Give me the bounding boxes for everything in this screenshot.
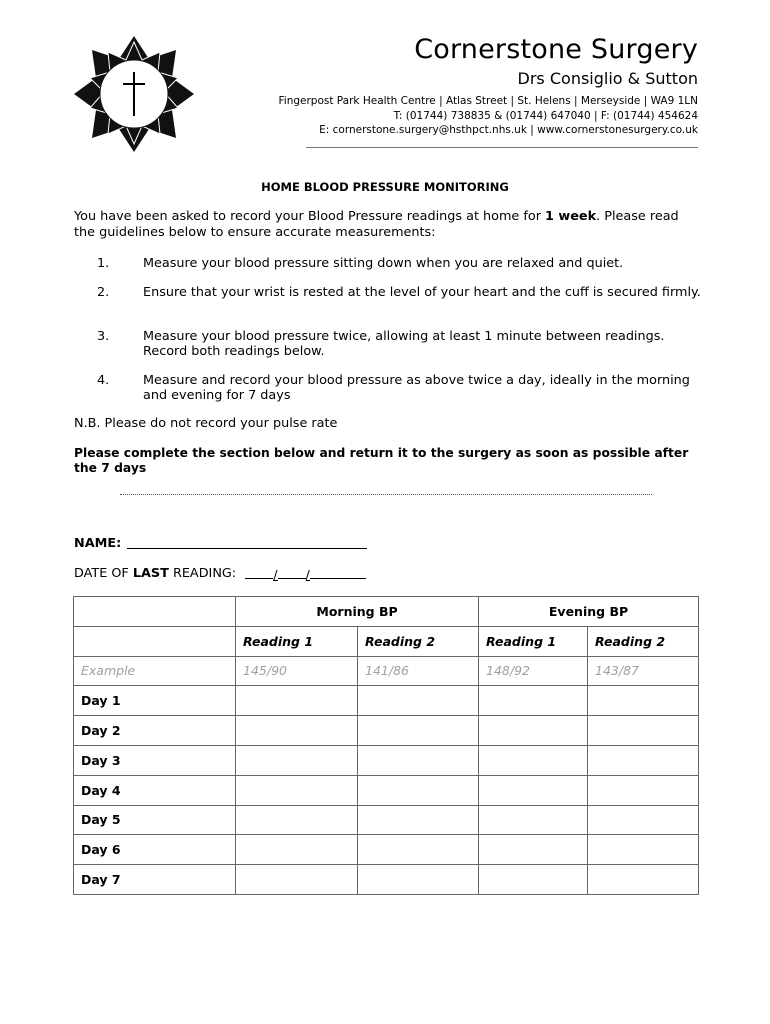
reading-cell[interactable] bbox=[479, 745, 588, 775]
date-row bbox=[74, 566, 366, 581]
example-value: 145/90 bbox=[236, 656, 358, 686]
reading-cell[interactable] bbox=[588, 686, 699, 716]
table-row bbox=[74, 775, 699, 805]
cut-line bbox=[120, 494, 652, 495]
phone-line: T: (01744) 738835 & (01744) 647040 | F: (01744) 454624 bbox=[393, 110, 698, 122]
date-label-end: READING: bbox=[168, 566, 237, 581]
guideline-text: Measure your blood pressure twice, allowing at least 1 minute between readings. Record both readings below. bbox=[143, 329, 665, 359]
intro-paragraph bbox=[74, 209, 702, 241]
name-label: NAME: bbox=[74, 536, 122, 551]
reading-cell[interactable] bbox=[588, 805, 699, 835]
day-label: Day 4 bbox=[74, 775, 236, 805]
example-value: 148/92 bbox=[479, 656, 588, 686]
date-day-input[interactable] bbox=[245, 566, 273, 579]
guideline-number: 4. bbox=[97, 373, 110, 388]
reading-cell[interactable] bbox=[236, 805, 358, 835]
day-label: Day 1 bbox=[74, 686, 236, 716]
reading-cell[interactable] bbox=[358, 865, 479, 895]
doctors-names: Drs Consiglio & Sutton bbox=[517, 69, 698, 88]
surgery-logo bbox=[72, 32, 196, 156]
day-label: Day 3 bbox=[74, 745, 236, 775]
form-title: HOME BLOOD PRESSURE MONITORING bbox=[261, 180, 509, 194]
date-separator: / bbox=[273, 568, 278, 583]
reading-cell[interactable] bbox=[588, 835, 699, 865]
reading-cell[interactable] bbox=[358, 805, 479, 835]
reading-cell[interactable] bbox=[236, 865, 358, 895]
table-row bbox=[74, 745, 699, 775]
header-divider bbox=[306, 147, 698, 148]
guideline-text: Measure and record your blood pressure as above twice a day, ideally in the morning and evening for 7 days bbox=[143, 373, 690, 403]
name-input[interactable] bbox=[127, 536, 367, 549]
name-row bbox=[74, 536, 367, 551]
reading-cell[interactable] bbox=[479, 775, 588, 805]
reading-cell[interactable] bbox=[236, 775, 358, 805]
reading-cell[interactable] bbox=[588, 775, 699, 805]
reading-cell[interactable] bbox=[236, 686, 358, 716]
example-row bbox=[74, 656, 699, 686]
evening-reading-1-header: Reading 1 bbox=[479, 626, 588, 656]
guideline-number: 3. bbox=[97, 329, 110, 344]
header-blank-cell bbox=[74, 626, 236, 656]
pulse-note: N.B. Please do not record your pulse rate bbox=[74, 416, 338, 431]
reading-cell[interactable] bbox=[236, 716, 358, 746]
table-row bbox=[74, 716, 699, 746]
address-line: Fingerpost Park Health Centre | Atlas Street | St. Helens | Merseyside | WA9 1LN bbox=[278, 95, 698, 107]
contact-line: E: cornerstone.surgery@hsthpct.nhs.uk | www.cornerstonesurgery.co.uk bbox=[319, 124, 698, 136]
reading-cell[interactable] bbox=[358, 686, 479, 716]
bp-readings-table bbox=[73, 596, 699, 895]
table-row bbox=[74, 686, 699, 716]
date-label-last: LAST bbox=[132, 566, 169, 581]
intro-duration: 1 week bbox=[545, 209, 597, 224]
reading-cell[interactable] bbox=[236, 745, 358, 775]
example-value: 143/87 bbox=[588, 656, 699, 686]
reading-cell[interactable] bbox=[479, 835, 588, 865]
return-instruction: Please complete the section below and return it to the surgery as soon as possible after the 7 days bbox=[74, 446, 689, 475]
guideline-number: 1. bbox=[97, 256, 110, 271]
reading-cell[interactable] bbox=[479, 865, 588, 895]
header-blank-cell bbox=[74, 597, 236, 627]
date-month-input[interactable] bbox=[278, 566, 306, 579]
day-label: Day 6 bbox=[74, 835, 236, 865]
morning-reading-1-header: Reading 1 bbox=[236, 626, 358, 656]
morning-bp-header: Morning BP bbox=[236, 597, 479, 627]
reading-cell[interactable] bbox=[588, 865, 699, 895]
day-label: Day 2 bbox=[74, 716, 236, 746]
guideline-text: Measure your blood pressure sitting down when you are relaxed and quiet. bbox=[143, 256, 624, 271]
reading-cell[interactable] bbox=[479, 686, 588, 716]
day-label: Day 7 bbox=[74, 865, 236, 895]
date-label: DATE OF bbox=[74, 566, 133, 581]
example-label: Example bbox=[74, 656, 236, 686]
guideline-text: Ensure that your wrist is rested at the level of your heart and the cuff is secured firmly. bbox=[143, 285, 701, 300]
reading-cell[interactable] bbox=[236, 835, 358, 865]
reading-cell[interactable] bbox=[588, 745, 699, 775]
morning-reading-2-header: Reading 2 bbox=[358, 626, 479, 656]
table-header-row bbox=[74, 597, 699, 627]
table-row bbox=[74, 805, 699, 835]
reading-cell[interactable] bbox=[358, 835, 479, 865]
reading-cell[interactable] bbox=[358, 745, 479, 775]
reading-cell[interactable] bbox=[479, 716, 588, 746]
practice-name: Cornerstone Surgery bbox=[414, 34, 698, 65]
evening-bp-header: Evening BP bbox=[479, 597, 699, 627]
day-label: Day 5 bbox=[74, 805, 236, 835]
intro-text-end: . Please read the guidelines below to ensure accurate measurements: bbox=[74, 209, 679, 240]
guideline-number: 2. bbox=[97, 285, 110, 300]
reading-cell[interactable] bbox=[358, 716, 479, 746]
reading-cell[interactable] bbox=[358, 775, 479, 805]
example-value: 141/86 bbox=[358, 656, 479, 686]
table-row bbox=[74, 835, 699, 865]
evening-reading-2-header: Reading 2 bbox=[588, 626, 699, 656]
table-row bbox=[74, 865, 699, 895]
reading-header-row bbox=[74, 626, 699, 656]
date-year-input[interactable] bbox=[310, 566, 366, 579]
reading-cell[interactable] bbox=[588, 716, 699, 746]
intro-text-start: You have been asked to record your Blood Pressure readings at home for bbox=[74, 209, 546, 224]
reading-cell[interactable] bbox=[479, 805, 588, 835]
date-separator: / bbox=[305, 568, 310, 583]
